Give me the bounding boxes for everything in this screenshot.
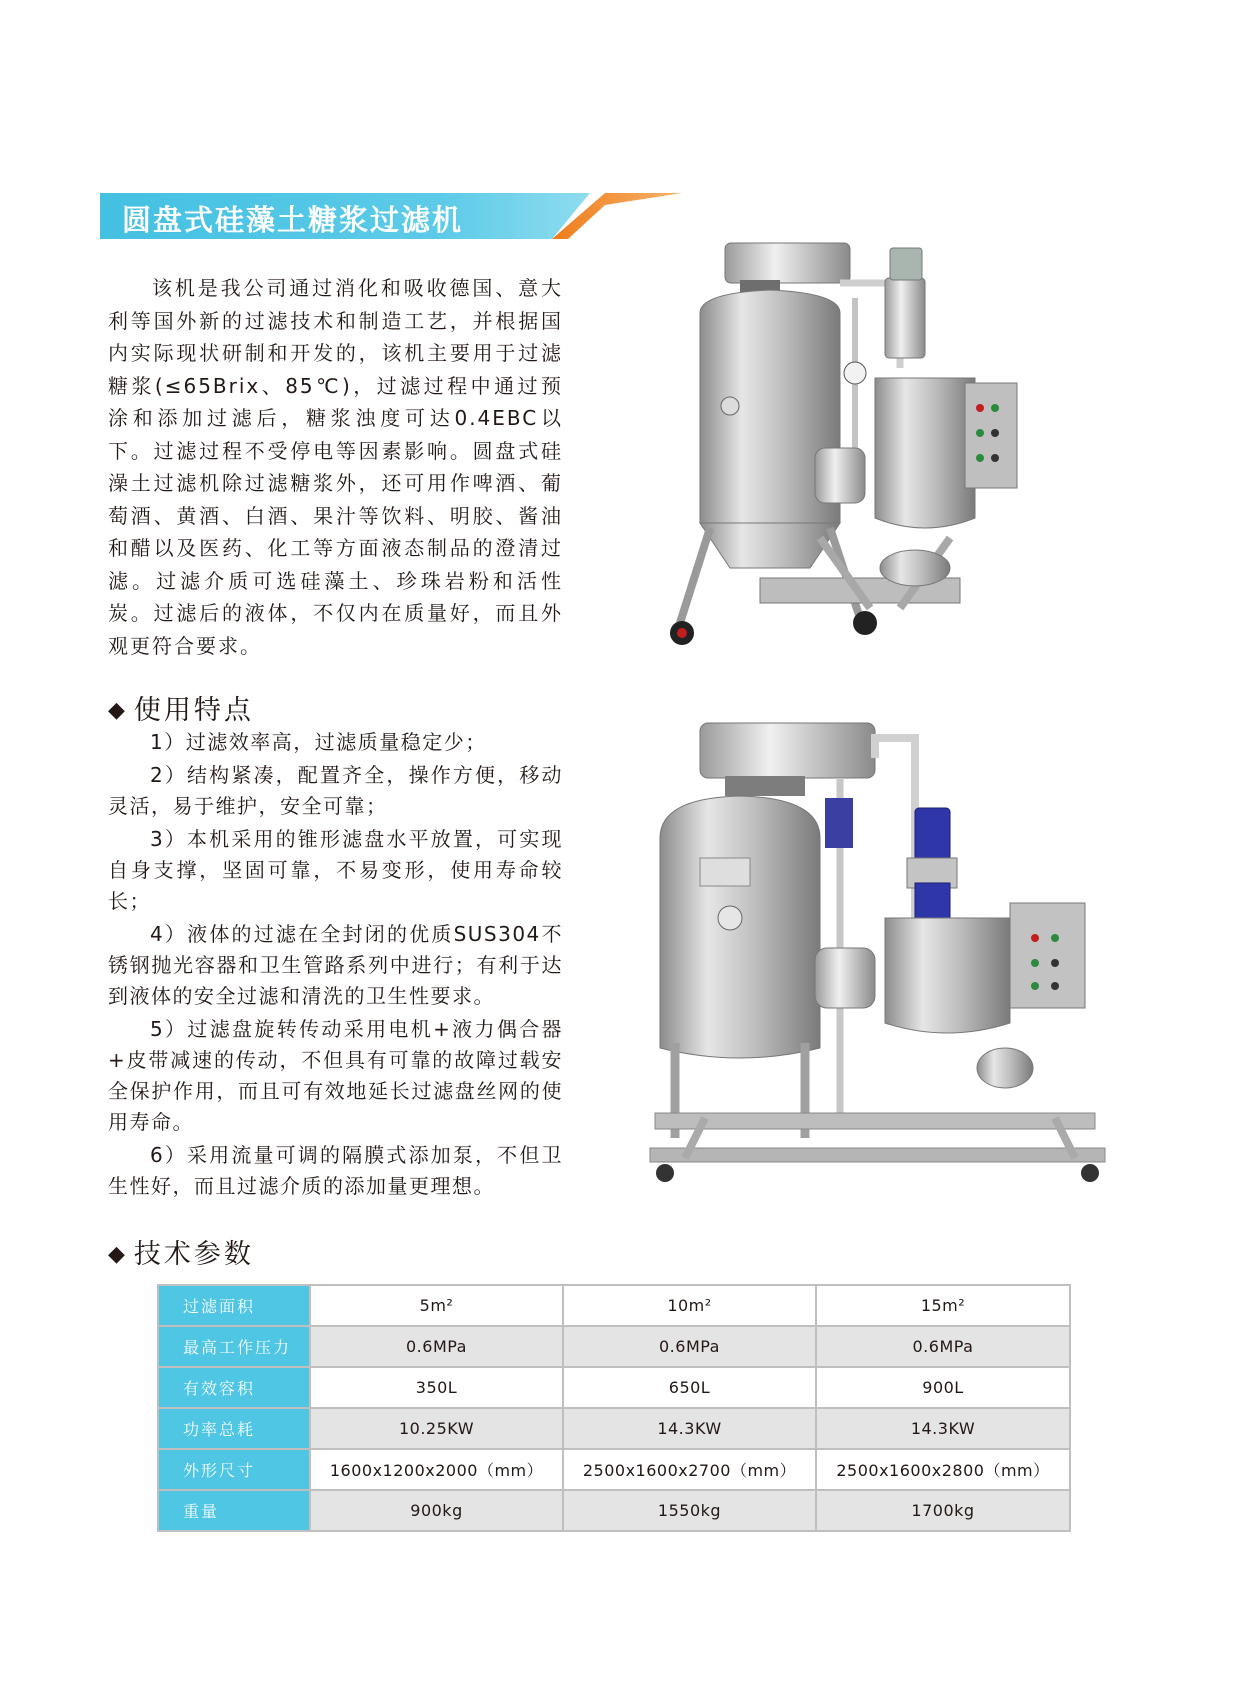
spec-table-wrapper xyxy=(157,1284,1069,1532)
table-cell: 5m² xyxy=(310,1285,563,1326)
machine-photo-compact xyxy=(660,238,1080,693)
features-heading xyxy=(108,688,254,727)
feature-item: 4）液体的过滤在全封闭的优质SUS304不锈钢抛光容器和卫生管路系列中进行；有利于达到液体的安全过滤和清洗的卫生性要求。 xyxy=(108,922,563,1008)
table-cell: 10.25KW xyxy=(310,1408,563,1449)
table-cell: 900kg xyxy=(310,1490,563,1531)
table-cell: 650L xyxy=(563,1367,816,1408)
table-cell: 1700kg xyxy=(816,1490,1070,1531)
table-cell: 0.6MPa xyxy=(563,1326,816,1367)
table-cell: 900L xyxy=(816,1367,1070,1408)
row-header: 重量 xyxy=(158,1490,310,1531)
features-heading-text: 使用特点 xyxy=(133,695,254,726)
table-cell: 15m² xyxy=(816,1285,1070,1326)
spec-table xyxy=(157,1284,1071,1532)
table-row xyxy=(158,1326,1070,1367)
diamond-bullet-icon: ◆ xyxy=(108,698,128,723)
feature-item: 1）过滤效率高，过滤质量稳定少； xyxy=(150,730,487,754)
row-header: 最高工作压力 xyxy=(158,1326,310,1367)
table-cell: 10m² xyxy=(563,1285,816,1326)
specs-heading-text: 技术参数 xyxy=(133,1239,254,1270)
table-cell: 2500x1600x2700（mm） xyxy=(563,1449,816,1490)
row-header: 有效容积 xyxy=(158,1367,310,1408)
table-row xyxy=(158,1285,1070,1326)
feature-item: 6）采用流量可调的隔膜式添加泵，不但卫生性好，而且过滤介质的添加量更理想。 xyxy=(108,1143,563,1198)
machine-photo-frame xyxy=(645,718,1110,1243)
title-banner xyxy=(100,193,682,239)
table-cell: 2500x1600x2800（mm） xyxy=(816,1449,1070,1490)
intro-paragraph: 该机是我公司通过消化和吸收德国、意大利等国外新的过滤技术和制造工艺，并根据国内实际现状研制和开发的，该机主要用于过滤糖浆(≤65Brix、85℃)，过滤过程中通过预涂和添加过滤后，糖浆浊度可达0.4EBC以下。过滤过程不受停电等因素影响。圆盘式硅澡土过滤机除过滤糖浆外，还可用作啤酒、葡萄酒、黄酒、白酒、果汁等饮料、明胶、酱油和醋以及医药、化工等方面液态制品的澄清过滤。过滤介质可选硅藻土、珍珠岩粉和活性炭。过滤后的液体，不仅内在质量好，而且外观更符合要求。 xyxy=(108,276,563,658)
table-row xyxy=(158,1490,1070,1531)
table-cell: 1600x1200x2000（mm） xyxy=(310,1449,563,1490)
specs-heading xyxy=(108,1232,254,1271)
table-row xyxy=(158,1408,1070,1449)
table-row xyxy=(158,1449,1070,1490)
table-cell: 14.3KW xyxy=(563,1408,816,1449)
table-cell: 14.3KW xyxy=(816,1408,1070,1449)
table-cell: 350L xyxy=(310,1367,563,1408)
feature-item: 3）本机采用的锥形滤盘水平放置，可实现自身支撑，坚固可靠，不易变形，使用寿命较长； xyxy=(108,827,563,913)
row-header: 功率总耗 xyxy=(158,1408,310,1449)
row-header: 外形尺寸 xyxy=(158,1449,310,1490)
row-header: 过滤面积 xyxy=(158,1285,310,1326)
page-title: 圆盘式硅藻土糖浆过滤机 xyxy=(122,203,464,237)
table-row xyxy=(158,1367,1070,1408)
table-cell: 0.6MPa xyxy=(310,1326,563,1367)
table-cell: 1550kg xyxy=(563,1490,816,1531)
diamond-bullet-icon: ◆ xyxy=(108,1242,128,1267)
feature-item: 5）过滤盘旋转传动采用电机+液力偶合器+皮带减速的传动，不但具有可靠的故障过载安全保护作用，而且可有效地延长过滤盘丝网的使用寿命。 xyxy=(108,1017,563,1134)
feature-item: 2）结构紧凑，配置齐全，操作方便，移动灵活，易于维护，安全可靠； xyxy=(108,763,563,818)
table-cell: 0.6MPa xyxy=(816,1326,1070,1367)
features-list xyxy=(108,727,563,1204)
